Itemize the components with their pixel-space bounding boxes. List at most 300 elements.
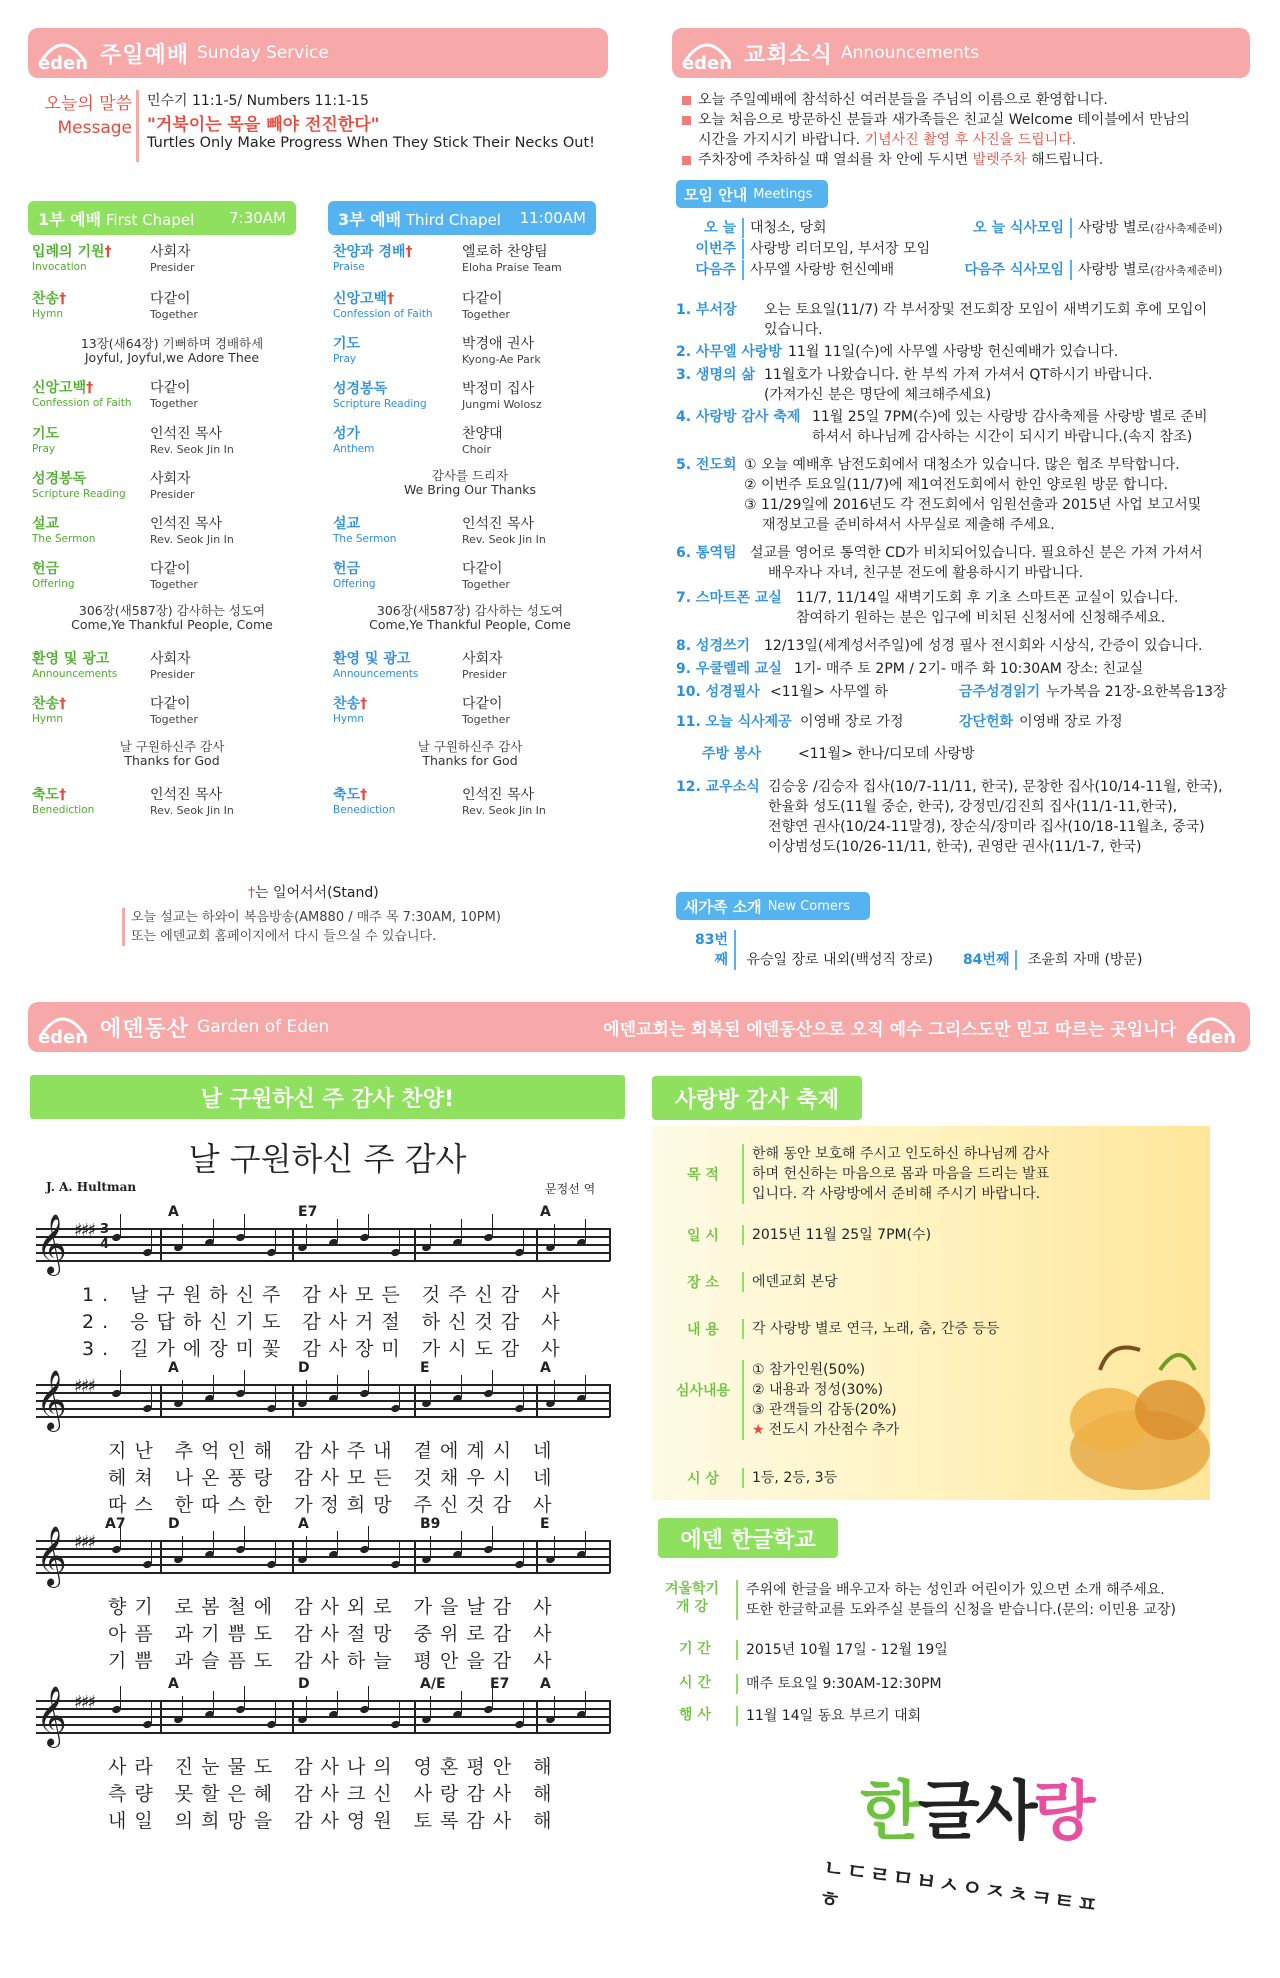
note-stem [306,1536,307,1558]
school-value [736,1706,921,1726]
chord-symbol: A/E [420,1676,446,1692]
festival-value-line: 에덴교회 본당 [752,1274,838,1290]
note-stem [430,1380,431,1402]
order-item-leader [150,562,198,592]
news-heading: 2. 사무엘 사랑방 [676,344,782,360]
leader-english: Kyong-Ae Park [462,353,541,366]
leader-english: Rev. Seok Jin In [462,804,546,817]
meeting-when: 다음주 [684,260,744,280]
meetings-subtitle: Meetings [753,186,813,202]
news-item [676,712,1256,732]
school-value-line: 2015년 10월 17일 - 12월 19일 [746,1642,948,1658]
order-item-english: Hymn [333,713,364,725]
news-extra [959,682,1227,702]
order-item [333,562,376,592]
note-stem [244,1370,245,1392]
note-stem [182,1536,183,1558]
logo-letter: 랑 [1033,1775,1092,1849]
news-item [676,777,1256,857]
festival-value-line: 1등, 2등, 3등 [752,1470,838,1486]
festival-value [742,1272,838,1292]
newcomers-pill [676,892,870,920]
note-stem [213,1691,214,1713]
chord-symbol: A [540,1204,551,1220]
news-item [676,407,1256,447]
lyric-line: 2. 응답하신기도 감사거절 하신것감 사 [82,1311,568,1333]
festival-value-line: 2015년 11월 25일 7PM(수) [752,1227,932,1243]
svg-text:eden: eden [681,53,733,73]
barline [160,1700,162,1733]
news-body [764,636,1256,656]
announcements-header [672,28,1250,78]
festival-value-line: 한해 동안 보호해 주시고 인도하신 하나님께 감사 [752,1146,1050,1162]
news-line: 11월 25일 7PM(수)에 있는 사랑방 감사축제를 사랑방 별로 준비 [812,409,1208,425]
note-stem [399,1229,400,1251]
meeting-when: 오 늘 [684,218,744,238]
hymn-note-en: Come,Ye Thankful People, Come [369,617,571,632]
leader-name: 인석진 목사 [150,426,223,442]
note-stem [182,1224,183,1246]
news-heading: 9. 우쿨렐레 교실 [676,661,782,677]
note-stem [368,1370,369,1392]
chord-symbol: E7 [490,1676,510,1692]
note-stem [585,1531,586,1553]
key-signature-icon: ♯♯♯ [74,1532,95,1553]
chord-symbol: D [298,1360,310,1376]
school-value [736,1580,1176,1620]
order-item-leader [150,517,234,547]
treble-clef-icon: 𝄞 [36,1214,67,1274]
first-chapel-bar [28,201,296,235]
news-line: 이영배 장로 가정 [800,714,904,730]
cross-icon: † [59,787,67,803]
stand-note [248,882,379,902]
logo-letter: 한 [860,1775,918,1849]
news-line: 김승웅 /김승자 집사(10/7-11/11, 한국), 문창한 집사(10/14-11월, 한국), [768,779,1223,795]
order-item-english: Invocation [32,261,87,273]
stand-note-text: 는 일어서서(Stand) [255,885,379,901]
hymn-note [42,740,302,768]
news-line: 이상범성도(10/26-11/11, 한국), 권영란 권사(11/1-7, 한국) [768,839,1142,855]
barline [160,1540,162,1573]
note-stem [337,1375,338,1397]
news-line: 설교를 영어로 통역한 CD가 비치되어있습니다. 필요하신 분은 가져 가셔서 [750,545,1203,561]
note-stem [430,1696,431,1718]
note-stem [151,1701,152,1723]
school-value-line: 매주 토요일 9:30AM-12:30PM [746,1676,942,1692]
star-icon: ★ [752,1422,765,1438]
order-item [32,697,66,727]
note-stem [337,1531,338,1553]
eden-logo-icon [34,1007,92,1047]
meeting-row [684,218,827,238]
announcement-bullet-1 [680,90,1250,110]
leader-english: Together [462,713,510,726]
festival-value [742,1360,899,1440]
lyric-line: 아픔 과기쁨도 감사절망 중위로감 사 [108,1623,560,1645]
note-stem [337,1219,338,1241]
leader-english: Choir [462,443,491,456]
newcomers-title: 새가족 소개 [684,897,762,916]
leader-english: Together [462,578,510,591]
leader-name: 엘로하 찬양팀 [462,244,548,260]
hymn-note [340,469,600,497]
radio-note [122,908,501,946]
news-heading: 8. 성경쓰기 [676,638,751,654]
festival-value-line: 각 사랑방 별로 연극, 노래, 춤, 간증 등등 [752,1321,1000,1337]
news-heading: 11. 오늘 식사제공 [676,714,792,730]
leader-english: Eloha Praise Team [462,261,562,274]
third-chapel-bar [328,201,596,235]
meal-when: 오 늘 식사모임 [960,218,1072,238]
logo-letter: 사 [975,1775,1034,1849]
news-heading: 7. 스마트폰 교실 [676,590,782,606]
news-line: 참여하기 원하는 분은 입구에 비치된 신청서에 신청해주세요. [796,610,1166,626]
meeting-row [684,239,930,259]
order-item-leader [462,382,542,412]
chord-symbol: D [298,1676,310,1692]
radio-note-line-2: 또는 에덴교회 홈페이지에서 다시 들으실 수 있습니다. [131,929,437,944]
order-item [32,245,112,275]
note-stem [461,1219,462,1241]
note-stem [182,1380,183,1402]
cross-icon: † [248,885,255,901]
barline [536,1384,538,1417]
school-label: 겨울학기 개 강 [664,1581,720,1615]
note-stem [368,1526,369,1548]
order-item-name-wrap [32,245,112,260]
barline [160,1228,162,1261]
order-item-english: Benediction [333,804,396,816]
message-box [136,90,606,162]
festival-value [742,1225,931,1245]
garden-title-ko: 에덴동산 [100,1016,190,1042]
leader-name: 다같이 [462,561,503,577]
leader-name: 다같이 [462,291,503,307]
note-stem [368,1214,369,1236]
lyric-line: 지난 추억인해 감사주내 곁에계시 네 [108,1440,560,1462]
order-item-name-wrap [333,788,395,803]
news-line: ② 이번주 토요일(11/7)에 제1여전도회에서 한인 양로원 방문 합니다. [744,477,1168,493]
hymn-title: 날 구원하신 주 감사 [188,1140,467,1178]
hymn-note-en: Come,Ye Thankful People, Come [71,617,273,632]
note-stem [461,1691,462,1713]
leader-english: Together [150,308,198,321]
note-stem [554,1696,555,1718]
meal-what: 사랑방 별로 [1078,262,1151,278]
note-stem [244,1686,245,1708]
leader-english: Rev. Seok Jin In [150,443,234,456]
sunday-title-en: Sunday Service [197,43,329,63]
news-line: 한율화 성도(11월 중순, 한국), 강정민/김진희 집사(11/1-11,한국), [768,799,1178,815]
order-item-leader [150,788,234,818]
festival-value-line: 입니다. 각 사랑방에서 준비해 주시기 바랍니다. [752,1186,1041,1202]
order-item-name: 설교 [32,516,60,532]
order-item-name: 환영 및 광고 [32,651,110,667]
message-reference: 민수기 11:1-5/ Numbers 11:1-15 [147,93,369,109]
hymn-note [42,604,302,632]
order-item-leader [150,381,198,411]
hymn-note-en: Joyful, Joyful,we Adore Thee [84,350,260,365]
note-stem [213,1531,214,1553]
barline [160,1384,162,1417]
cross-icon: † [360,787,368,803]
cross-icon: † [86,380,94,396]
order-item-leader [150,652,195,682]
note-stem [399,1701,400,1723]
order-item-leader [150,427,234,457]
news-line: <11월> 사무엘 하 [770,684,888,700]
announcement-bullet-2 [680,110,1250,150]
news-line: ③ 11/29일에 2016년도 각 전도회에서 임원선출과 2015년 사업 보고서및 [744,497,1202,513]
leader-name: 박경애 권사 [462,336,535,352]
news-body [768,777,1256,857]
cross-icon: † [59,696,67,712]
message-english: Turtles Only Make Progress When They Stick Their Necks Out! [147,135,595,151]
leader-name: 사회자 [150,244,191,260]
meal-when: 다음주 식사모임 [960,260,1072,280]
barline [609,1228,611,1261]
news-body [798,744,1256,764]
leader-name: 인석진 목사 [462,516,535,532]
radio-note-line-1: 오늘 설교는 하와이 복음방송(AM880 / 매주 목 7:30AM, 10PM) [131,910,501,925]
festival-bonus-text: 전도시 가산점수 추가 [768,1422,900,1438]
note-stem [461,1531,462,1553]
order-item-leader [462,652,507,682]
order-item-english: Offering [333,578,376,590]
school-value [736,1640,948,1660]
leader-name: 사회자 [150,651,191,667]
hymn-translator: 문정선 역 [545,1182,596,1196]
note-stem [306,1224,307,1246]
bullet-text: 시간을 가지시기 바랍니다. [698,132,865,148]
bullet-text: 해드립니다. [1026,152,1104,168]
note-stem [399,1541,400,1563]
hymn-composer: J. A. Hultman [46,1180,137,1194]
key-signature-icon: ♯♯♯ [74,1376,95,1397]
order-item-name: 축도 [32,787,60,803]
festival-label: 심사내용 [675,1383,731,1399]
news-item [676,636,1256,656]
order-item-english: The Sermon [333,533,397,545]
note-stem [244,1214,245,1236]
festival-value-line: 하며 헌신하는 마음으로 몸과 마음을 드리는 발표 [752,1166,1050,1182]
lyric-line: 사라 진눈물도 감사나의 영혼평안 해 [108,1756,560,1778]
lyric-line: 기쁨 과슬픔도 감사하늘 평안을감 사 [108,1650,560,1672]
hymn-note [42,337,302,365]
news-line: 12/13일(세계성서주일)에 성경 필사 전시회와 시상식, 간증이 있습니다. [764,638,1203,654]
order-item-english: Pray [333,353,357,365]
hymn-note-ko: 날 구원하신주 감사 [119,739,225,754]
chord-symbol: D [168,1516,180,1532]
leader-english: Jungmi Wolosz [462,398,542,411]
news-item [676,543,1256,583]
chord-symbol: A [540,1676,551,1692]
eden-logo-icon [678,33,736,73]
order-item-leader [462,292,510,322]
hymn-note-ko: 13장(새64장) 기뻐하며 경배하세 [80,336,264,351]
leader-name: 다같이 [150,696,191,712]
school-value-line: 주위에 한글을 배우고자 하는 성인과 어린이가 있으면 소개 해주세요. [746,1582,1165,1598]
note-stem [275,1701,276,1723]
festival-value [742,1468,837,1488]
leader-english: Rev. Seok Jin In [150,804,234,817]
note-stem [275,1229,276,1251]
news-heading: 3. 생명의 삶 [676,367,755,383]
order-item-leader [462,517,546,547]
order-item-english: Pray [32,443,56,455]
leader-english: Presider [150,261,195,274]
note-stem [151,1385,152,1407]
barline [609,1540,611,1573]
leader-name: 사회자 [462,651,503,667]
festival-bar: 사랑방 감사 축제 [652,1076,862,1120]
meeting-what: 대청소, 당회 [750,220,827,236]
message-title: "거북이는 목을 빼야 전진한다" [147,115,380,135]
leader-name: 다같이 [150,380,191,396]
hymn-note-ko: 날 구원하신주 감사 [417,739,523,754]
note-stem [585,1219,586,1241]
festival-label: 일 시 [687,1228,719,1244]
order-item [333,697,367,727]
cross-icon: † [360,696,368,712]
barline [536,1228,538,1261]
news-line: <11월> 한나/디모데 사랑방 [798,746,975,762]
newcomer-row [684,930,1142,970]
leader-name: 인석진 목사 [150,516,223,532]
order-item-name-wrap [32,292,66,307]
newcomers-subtitle: New Comers [767,898,850,914]
hymn-note [340,740,600,768]
leader-english: Rev. Seok Jin In [462,533,546,546]
note-stem [182,1696,183,1718]
note-stem [399,1385,400,1407]
note-stem [151,1229,152,1251]
bullet-text: 주차장에 주차하실 때 열쇠를 차 안에 두시면 [698,152,973,168]
order-item [32,652,117,682]
hymn-note [340,604,600,632]
note-stem [151,1541,152,1563]
staff-line [36,1732,610,1734]
note-stem [306,1696,307,1718]
third-chapel-name-en: Third Chapel [405,210,501,229]
news-body [788,342,1256,362]
meal-what: 사랑방 별로 [1078,220,1151,236]
eden-logo-icon [34,33,92,73]
note-stem [585,1375,586,1397]
news-heading: 6. 통역팀 [676,545,737,561]
news-body [744,455,1256,535]
order-item-english: Confession of Faith [333,308,433,320]
leader-english: Presider [150,668,195,681]
order-item [333,517,396,547]
order-item-english: Benediction [32,804,95,816]
news-heading: 4. 사랑방 감사 축제 [676,409,801,425]
hymn-bar: 날 구원하신 주 감사 찬양! [30,1075,625,1119]
meal-note: (감사축제준비) [1150,222,1223,235]
note-stem [275,1541,276,1563]
news-body [794,659,1256,679]
sunday-service-header [28,28,608,78]
newcomer-name: 유승일 장로 내외(백성직 장로) [746,952,934,968]
meal-row [960,218,1222,239]
note-stem [120,1370,121,1392]
order-item-name: 헌금 [333,561,361,577]
leader-english: Rev. Seok Jin In [150,533,234,546]
order-item [333,337,360,367]
news-heading: 5. 전도회 [676,457,737,473]
newcomer-number: 84번째 [955,950,1017,970]
treble-clef-icon: 𝄞 [36,1686,67,1746]
leader-name: 인석진 목사 [150,787,223,803]
order-item-name: 설교 [333,516,361,532]
news-extra-value: 이영배 장로 가정 [1019,714,1123,730]
order-item-english: Praise [333,261,365,273]
logo-letter: 글 [917,1775,976,1849]
leader-english: Presider [150,488,195,501]
harvest-pumpkin-icon [1040,1300,1210,1495]
newcomer-name: 조윤희 자매 (방문) [1027,952,1143,968]
order-item [333,427,374,457]
meetings-title: 모임 안내 [684,185,748,204]
news-extra-heading: 강단헌화 [959,714,1014,730]
third-chapel-name-ko: 3부 예배 [338,209,402,229]
first-chapel-name-ko: 1부 예배 [38,209,102,229]
svg-text:eden: eden [37,1027,89,1047]
leader-english: Presider [462,668,507,681]
news-item [676,659,1256,679]
barline [292,1540,294,1573]
order-item-name: 기도 [32,426,60,442]
leader-name: 다같이 [150,561,191,577]
news-item [676,744,1256,764]
order-item-english: The Sermon [32,533,96,545]
hangul-consonants: ㄴㄷㄹㅁㅂㅅㅇㅈㅊㅋㅌㅍㅎ [817,1855,1102,1920]
message-label [30,92,132,140]
garden-header [28,1002,1250,1052]
hymn-note-ko: 306장(새587장) 감사하는 성도여 [78,603,266,618]
cross-icon: † [387,291,395,307]
festival-value-line: ① 참가인원(50%) [752,1362,866,1378]
order-item-english: Scripture Reading [333,398,427,410]
order-item-name: 찬송 [32,696,60,712]
svg-text:eden: eden [1185,1027,1237,1047]
news-body [796,588,1256,628]
order-item-name-wrap [333,245,413,260]
bullet-text: 오늘 주일예배에 참석하신 여러분들을 주님의 이름으로 환영합니다. [698,92,1108,108]
announcements-title-en: Announcements [841,43,980,63]
leader-english: Together [150,578,198,591]
order-item-leader [462,697,510,727]
leader-name: 다같이 [150,291,191,307]
leader-name: 사회자 [150,471,191,487]
key-signature-icon: ♯♯♯ [74,1220,95,1241]
lyric-line: 향기 로봄철에 감사외로 가을날감 사 [108,1596,560,1618]
order-item [333,245,413,275]
sunday-title-ko: 주일예배 [100,42,190,68]
note-stem [492,1526,493,1548]
eden-logo-icon [1182,1007,1240,1047]
chord-symbol: A [168,1204,179,1220]
leader-english: Together [150,397,198,410]
note-stem [213,1219,214,1241]
meetings-pill [676,180,828,208]
school-label: 행 사 [679,1707,711,1723]
leader-english: Together [462,308,510,321]
order-item [32,562,75,592]
order-item-name: 찬양과 경배 [333,244,406,260]
order-item-name-wrap [333,697,367,712]
